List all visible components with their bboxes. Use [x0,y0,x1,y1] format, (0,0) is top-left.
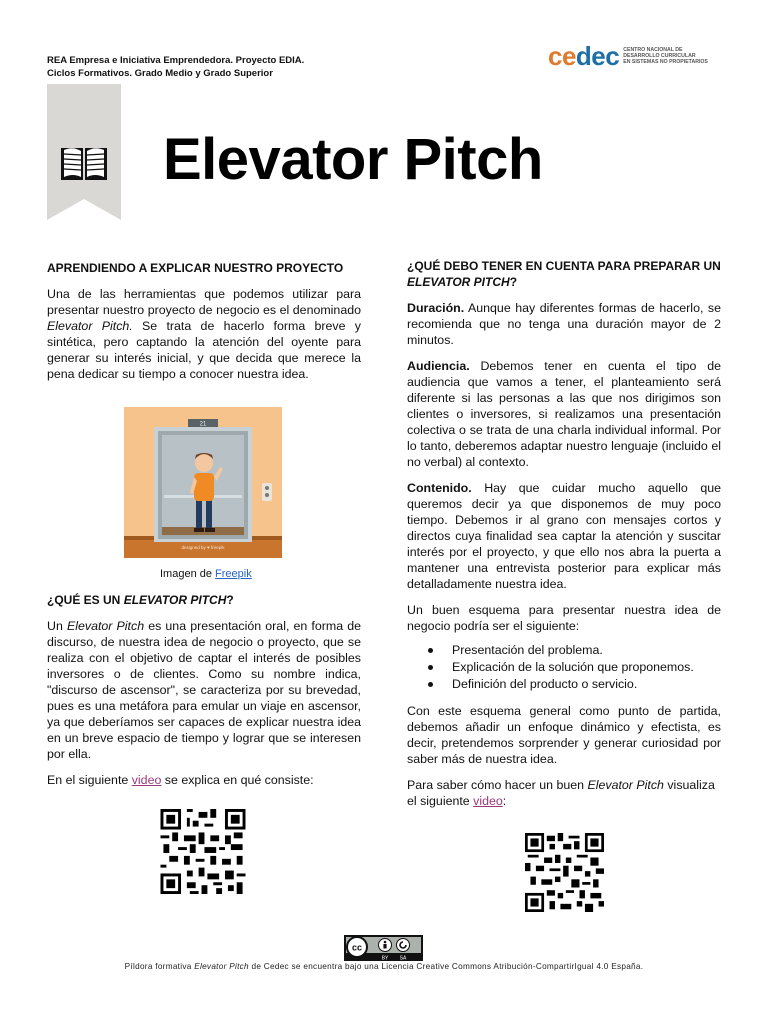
header-text [47,54,304,80]
bullet-icon [428,682,433,687]
attribution-icon [383,941,386,949]
section-heading-que-es: ¿QUÉ ES UN ELEVATOR PITCH? [47,593,234,607]
audiencia-paragraph: Audiencia. Debemos tener en cuenta el tipo de audiencia que vamos a tener, el planteamiento será diferente si las personas a las que nos dirigimos son clientes o inversores, si realizamos una presentación colectiva o se trata de una charla individual informal. Por lo tanto, deberemos adaptar nuestro lenguaje (incluido el no verbal) al contexto. [407,359,721,469]
esquema-paragraph: Un buen esquema para presentar nuestra idea de negocio podría ser el siguiente: [407,603,721,633]
cc-sa-label: SA [399,955,407,961]
video-link-right[interactable]: video [473,794,503,808]
video-link-left[interactable]: video [131,773,162,787]
header-line-1: REA Empresa e Iniciativa Emprendedora. Proyecto EDIA. [47,55,305,66]
list-item: Definición del producto o servicio. [407,676,721,693]
cc-icon: cc [351,942,363,953]
list-item: Presentación del problema. [407,642,721,659]
section-heading-aprendiendo: APRENDIENDO A EXPLICAR NUESTRO PROYECTO [47,261,344,275]
right-column [407,258,721,809]
bullet-icon [428,648,433,653]
header-line-2: Ciclos Formativos. Grado Medio y Grado Superior [47,68,273,79]
page-title: Elevator Pitch [163,127,543,192]
definition-paragraph: Un Elevator Pitch es una presentación oral, en forma de discurso, de nuestra idea de negocio o proyecto, que se realiza con el objetivo de captar el interés de posibles inversores o de clientes. Como su nombre indica, "discurso de ascensor", se caracteriza por su brevedad, pues es una metáfora para emular un viaje en ascensor, ya que deberíamos ser capaces de explicar nuestra idea en un breve espacio de tiempo y lograr que se interesen por ella. [47,619,361,761]
left-column [47,260,361,382]
bullet-icon [428,665,433,670]
qr-code-right[interactable] [525,833,604,912]
freepik-link[interactable]: Freepik [215,568,252,580]
intro-paragraph: Una de las herramientas que podemos utilizar para presentar nuestro proyecto de negocio es el denominado Elevator Pitch. Se trata de hacerlo forma breve y sintética, pero captando la atención del oyente para generar su interés inicial, y que decida que merece la pena dedicar su tiempo a conocer nuestra idea. [47,287,361,381]
duracion-paragraph: Duración. Aunque hay diferentes formas de hacerlo, se recomienda que no tenga una duración mayor de 2 minutos. [407,301,721,347]
video-paragraph-right: Para saber cómo hacer un buen Elevator Pitch visualiza el siguiente video: [407,778,715,808]
creative-commons-badge[interactable] [344,935,423,961]
freepik-watermark: designed by ♥ freepik [181,545,225,550]
esquema-list [407,642,721,693]
bookmark-ribbon [47,84,121,220]
section-heading-que-debo: ¿QUÉ DEBO TENER EN CUENTA PARA PREPARAR UN ELEVATOR PITCH? [407,259,721,289]
qr-code-left[interactable] [159,809,247,894]
image-caption: Imagen de Freepik [160,568,252,580]
list-item: Explicación de la solución que proponemos. [407,659,721,676]
left-column-lower [47,592,361,788]
cedec-logo-word: cedec [548,41,620,71]
elevator-illustration [124,407,282,558]
video-paragraph-left: En el siguiente video se explica en qué consiste: [47,773,314,787]
cedec-logo [548,43,709,69]
punto-partida-paragraph: Con este esquema general como punto de partida, debemos añadir un enfoque dinámico y efectista, es decir, pretendemos sorprender y generar curiosidad por saber más de nuestra idea. [407,704,721,766]
cedec-logo-subtitle: CENTRO NACIONAL DE DESARROLLO CURRICULAR EN SISTEMAS NO PROPIETARIOS [623,46,708,66]
contenido-paragraph: Contenido. Hay que cuidar mucho aquello que queremos decir ya que disponemos de muy poco tiempo. Debemos ir al grano con mensajes cortos y directos cuya finalidad sea captar la atención y suscitar interés por el proyecto, y que ello nos abra la puerta a mantener una entrevista posterior para explicar más detalladamente nuestra idea. [407,481,721,591]
elevator-floor-display: 21 [199,421,207,428]
license-footer: Píldora formativa Elevator Pitch de Cedec se encuentra bajo una Licencia Creative Commons Atribución-CompartirIgual 4.0 España. [124,962,644,971]
cc-by-label: BY [381,955,389,961]
